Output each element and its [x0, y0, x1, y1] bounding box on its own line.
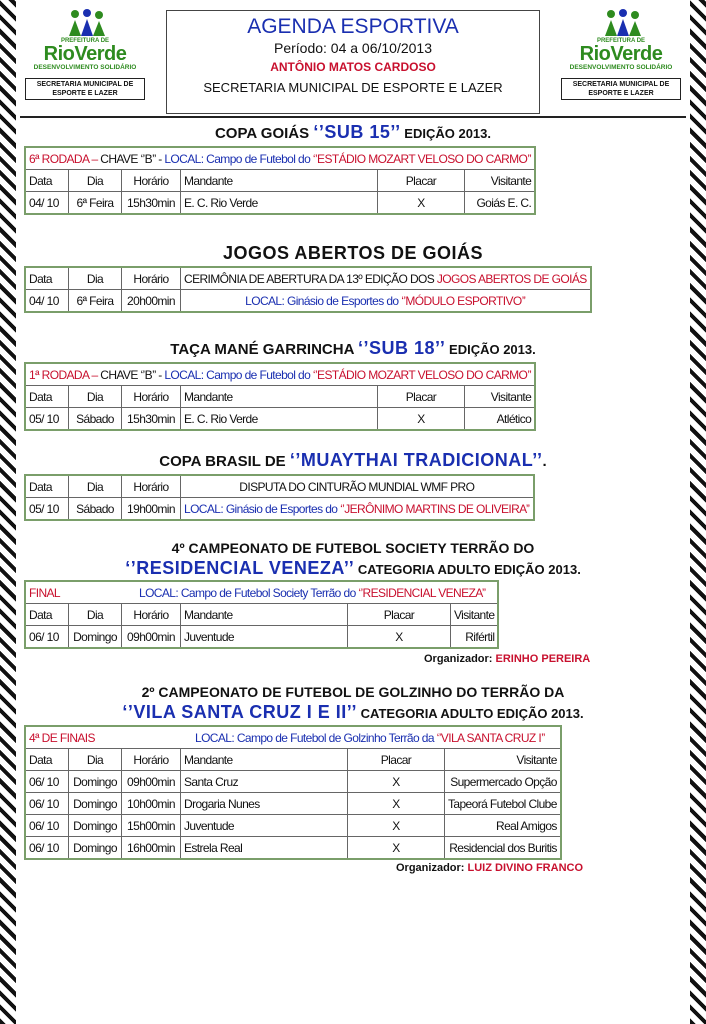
right-decorative-border — [690, 0, 706, 1024]
table-band — [25, 726, 561, 749]
table-row — [25, 408, 535, 431]
taca-mane-title — [20, 338, 686, 359]
table-row — [25, 837, 561, 860]
event-cell: DISPUTA DO CINTURÃO MUNDIAL WMF PRO — [181, 475, 534, 498]
table-row — [25, 771, 561, 793]
society-title — [20, 538, 686, 580]
location-label: LOCAL: Campo de Futebol do — [164, 151, 313, 166]
cell-away-team: Tapeorá Futebol Clube — [445, 793, 561, 815]
location-name: ‘’ESTÁDIO MOZART VELOSO DO CARMO’’ — [312, 151, 532, 166]
cell-day: Domingo — [69, 771, 122, 793]
header — [20, 4, 686, 114]
society-organizer — [424, 653, 590, 665]
cell-time: 15h00min — [122, 815, 181, 837]
event-text: CERIMÔNIA DE ABERTURA DA 13º EDIÇÃO DOS — [184, 271, 437, 286]
round-label: 1ª RODADA – — [29, 367, 101, 382]
golzinho-title — [20, 682, 686, 724]
location-label: LOCAL: Campo de Futebol do — [164, 367, 313, 382]
table-header-row — [25, 386, 535, 408]
copa-brasil-title — [20, 450, 686, 471]
organizer-label: Organizador: — [424, 653, 496, 665]
cell-home-team: E. C. Rio Verde — [181, 408, 378, 431]
title-line-2 — [20, 702, 686, 724]
logo-secretaria — [25, 78, 145, 100]
header-cell: Visitante — [465, 386, 536, 408]
cell-day: Domingo — [69, 793, 122, 815]
title-highlight: ‘’RESIDENCIAL VENEZA’’ — [125, 558, 355, 578]
cell-date: 05/ 10 — [25, 498, 69, 521]
header-cell: Horário — [122, 604, 181, 626]
cell-away-team: Residencial dos Buritis — [445, 837, 561, 860]
rio-verde-logo-right — [556, 8, 686, 108]
header-cell: Dia — [69, 604, 122, 626]
cell-home-team: Juventude — [181, 815, 348, 837]
table-row — [25, 290, 591, 313]
logo-sec-line1: SECRETARIA MUNICIPAL DE — [36, 81, 134, 88]
title-part: COPA GOIÁS — [214, 125, 314, 142]
society-table — [24, 580, 499, 649]
header-cell: Data — [25, 386, 69, 408]
table-header-row — [25, 749, 561, 771]
logo-sec-line1: SECRETARIA MUNICIPAL DE — [572, 81, 670, 88]
jogos-abertos-table — [24, 266, 592, 313]
header-cell: Placar — [348, 749, 445, 771]
logo-prefeitura: PREFEITURA DE — [60, 38, 110, 44]
location-cell — [181, 498, 534, 521]
copa-brasil-table — [24, 474, 535, 521]
header-cell: Data — [25, 267, 69, 290]
round-label: 6ª RODADA – — [29, 151, 101, 166]
header-cell: Data — [25, 604, 69, 626]
rio-verde-logo-left — [20, 8, 150, 108]
stage-label: FINAL — [29, 585, 61, 600]
people-logo-icon — [591, 8, 651, 38]
taca-mane-table — [24, 362, 536, 431]
table-header-row — [25, 604, 498, 626]
copa-goias-table — [24, 146, 536, 215]
cell-day: Domingo — [69, 815, 122, 837]
logo-subtitle: DESENVOLVIMENTO SOLIDÁRIO — [33, 64, 137, 71]
cell-away-team: Goiás E. C. — [465, 192, 536, 215]
header-cell: Horário — [122, 475, 181, 498]
title-part: COPA BRASIL DE — [159, 453, 290, 470]
cell-time: 16h00min — [122, 837, 181, 860]
title-part: EDIÇÃO 2013. — [445, 342, 536, 357]
table-row — [25, 626, 498, 649]
page-content — [20, 0, 686, 1024]
event-cell — [181, 267, 591, 290]
title-part: CATEGORIA ADULTO EDIÇÃO 2013. — [354, 562, 581, 577]
header-cell: Dia — [69, 267, 122, 290]
stage-label: 4ª DE FINAIS — [29, 730, 95, 745]
organizer-label: Organizador: — [396, 862, 468, 874]
location-name: ‘’MÓDULO ESPORTIVO’’ — [401, 293, 526, 308]
jogos-abertos-title: JOGOS ABERTOS DE GOIÁS — [222, 243, 484, 263]
cell-time: 20h00min — [122, 290, 181, 313]
logo-sec-line2: ESPORTE E LAZER — [588, 90, 654, 97]
header-cell: Dia — [69, 749, 122, 771]
location-label: LOCAL: Ginásio de Esportes do — [245, 293, 402, 308]
header-cell: Data — [25, 749, 69, 771]
cell-home-team: Juventude — [181, 626, 348, 649]
organizer-name: ERINHO PEREIRA — [495, 653, 591, 665]
table-row — [25, 192, 535, 215]
header-title-box — [166, 10, 540, 114]
cell-home-team: Drogaria Nunes — [181, 793, 348, 815]
cell-score: X — [348, 815, 445, 837]
title-line-1: 2º CAMPEONATO DE FUTEBOL DE GOLZINHO DO TERRÃO DA — [141, 684, 565, 700]
title-part: TAÇA MANÉ GARRINCHA — [170, 341, 359, 358]
header-cell: Visitante — [451, 604, 499, 626]
logo-brand: RioVerde — [579, 43, 663, 65]
page-title: AGENDA ESPORTIVA — [247, 15, 459, 38]
logo-brand: RioVerde — [43, 43, 127, 65]
cell-time: 19h00min — [122, 498, 181, 521]
table-band — [25, 581, 498, 604]
period: Período: 04 a 06/10/2013 — [273, 40, 433, 56]
cell-date: 06/ 10 — [25, 626, 69, 649]
cell-day: Domingo — [69, 626, 122, 649]
secretaria-name: SECRETARIA MUNICIPAL DE ESPORTE E LAZER — [203, 80, 503, 95]
table-row — [25, 815, 561, 837]
title-highlight: ‘’VILA SANTA CRUZ I E II’’ — [122, 702, 358, 722]
responsible-name: ANTÔNIO MATOS CARDOSO — [270, 60, 436, 74]
header-cell: Horário — [122, 386, 181, 408]
table-row — [25, 793, 561, 815]
table-band — [25, 363, 535, 386]
logo-subtitle: DESENVOLVIMENTO SOLIDÁRIO — [569, 64, 673, 71]
cell-day: 6ª Feira — [69, 192, 122, 215]
golzinho-organizer — [396, 862, 583, 874]
logo-secretaria — [561, 78, 681, 100]
cell-score: X — [378, 408, 465, 431]
cell-day: Domingo — [69, 837, 122, 860]
table-row — [25, 498, 534, 521]
header-cell: Data — [25, 475, 69, 498]
header-cell: Placar — [348, 604, 451, 626]
location-label: LOCAL: Ginásio de Esportes do — [184, 501, 341, 516]
cell-date: 06/ 10 — [25, 815, 69, 837]
header-cell: Data — [25, 170, 69, 192]
cell-home-team: Santa Cruz — [181, 771, 348, 793]
cell-date: 04/ 10 — [25, 290, 69, 313]
cell-score: X — [378, 192, 465, 215]
location-label: LOCAL: Campo de Futebol de Golzinho Terrão da — [195, 730, 437, 745]
header-divider — [20, 116, 686, 118]
location-name: ‘’JERÔNIMO MARTINS DE OLIVEIRA’’ — [340, 501, 530, 516]
cell-date: 05/ 10 — [25, 408, 69, 431]
header-cell: Mandante — [181, 749, 348, 771]
table-header-row — [25, 267, 591, 290]
location-name: ‘’RESIDENCIAL VENEZA’’ — [358, 585, 486, 600]
cell-day: Sábado — [69, 408, 122, 431]
header-cell: Mandante — [181, 604, 348, 626]
cell-away-team: Rifértil — [451, 626, 499, 649]
cell-away-team: Real Amigos — [445, 815, 561, 837]
header-cell: Dia — [69, 170, 122, 192]
cell-score: X — [348, 771, 445, 793]
cell-time: 09h00min — [122, 626, 181, 649]
cell-time: 10h00min — [122, 793, 181, 815]
cell-date: 04/ 10 — [25, 192, 69, 215]
header-cell: Horário — [122, 749, 181, 771]
cell-date: 06/ 10 — [25, 837, 69, 860]
title-highlight: ‘’MUAYTHAI TRADICIONAL’’ — [289, 450, 543, 470]
header-cell: Horário — [122, 267, 181, 290]
title-line-2 — [20, 558, 686, 580]
cell-time: 15h30min — [122, 408, 181, 431]
cell-date: 06/ 10 — [25, 793, 69, 815]
header-cell: Dia — [69, 475, 122, 498]
header-cell: Mandante — [181, 170, 378, 192]
people-logo-icon — [55, 8, 115, 38]
header-cell: Mandante — [181, 386, 378, 408]
title-highlight: ‘’SUB 18’’ — [358, 338, 446, 358]
cell-score: X — [348, 626, 451, 649]
title-part: EDIÇÃO 2013. — [400, 126, 492, 141]
title-part: . — [542, 453, 547, 470]
header-cell: Horário — [122, 170, 181, 192]
header-cell: Placar — [378, 170, 465, 192]
title-line-1: 4º CAMPEONATO DE FUTEBOL SOCIETY TERRÃO DO — [171, 540, 535, 556]
title-part: CATEGORIA ADULTO EDIÇÃO 2013. — [357, 706, 584, 721]
header-cell: Visitante — [445, 749, 561, 771]
group-label: CHAVE ‘’B’’ - — [100, 151, 165, 166]
event-highlight: JOGOS ABERTOS DE GOIÁS — [436, 271, 587, 286]
cell-day: Sábado — [69, 498, 122, 521]
title-highlight: ‘’SUB 15’’ — [313, 122, 401, 142]
location-name: ‘’VILA SANTA CRUZ I’’ — [436, 730, 545, 745]
table-header-row — [25, 475, 534, 498]
left-decorative-border — [0, 0, 16, 1024]
cell-score: X — [348, 837, 445, 860]
cell-time: 15h30min — [122, 192, 181, 215]
copa-goias-title — [20, 122, 686, 143]
cell-away-team: Supermercado Opção — [445, 771, 561, 793]
cell-away-team: Atlético — [465, 408, 536, 431]
header-cell: Dia — [69, 386, 122, 408]
organizer-name: LUIZ DIVINO FRANCO — [467, 862, 584, 874]
header-cell: Visitante — [465, 170, 536, 192]
cell-time: 09h00min — [122, 771, 181, 793]
cell-home-team: Estrela Real — [181, 837, 348, 860]
logo-prefeitura: PREFEITURA DE — [596, 38, 646, 44]
cell-date: 06/ 10 — [25, 771, 69, 793]
golzinho-table — [24, 725, 562, 860]
group-label: CHAVE ‘’B’’ - — [100, 367, 165, 382]
cell-score: X — [348, 793, 445, 815]
location-name: ‘’ESTÁDIO MOZART VELOSO DO CARMO’’ — [312, 367, 532, 382]
table-header-row — [25, 170, 535, 192]
table-band — [25, 147, 535, 170]
logo-sec-line2: ESPORTE E LAZER — [52, 90, 118, 97]
header-cell: Placar — [378, 386, 465, 408]
cell-home-team: E. C. Rio Verde — [181, 192, 378, 215]
cell-day: 6ª Feira — [69, 290, 122, 313]
location-label: LOCAL: Campo de Futebol Society Terrão do — [139, 585, 359, 600]
location-cell — [181, 290, 591, 313]
